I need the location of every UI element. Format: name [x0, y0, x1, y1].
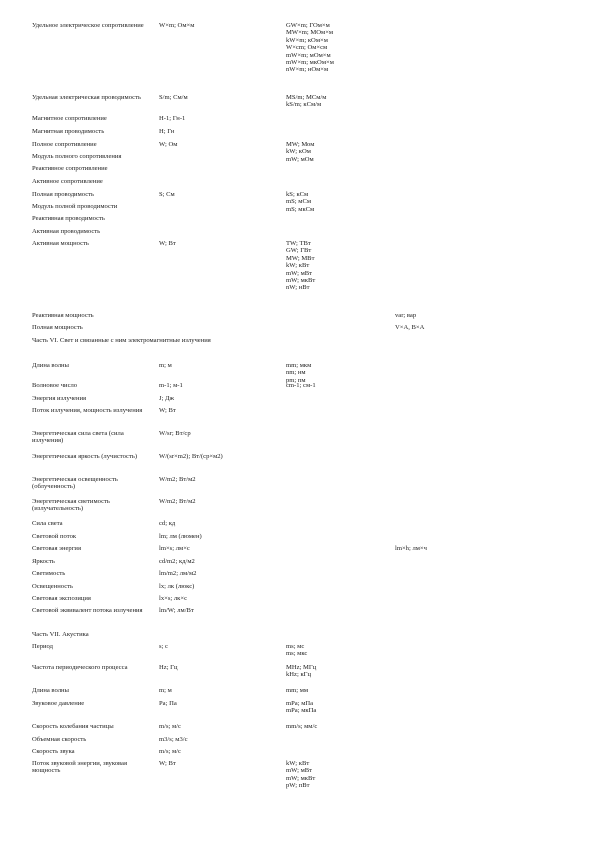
multiple-unit: mW; мОм — [286, 155, 314, 163]
multiple-units — [286, 382, 396, 389]
multiple-unit: kS/m; кСм/м — [286, 101, 322, 109]
multiple-unit: kW; кВт — [286, 760, 310, 767]
multiple-units — [286, 700, 396, 715]
multiple-unit: mW×m; мкОм×м — [286, 59, 334, 67]
si-unit: W×m; Ом×м — [159, 22, 195, 29]
quantity-name: Полная мощность — [32, 324, 83, 331]
multiple-unit: ms; мс — [286, 643, 305, 650]
si-unit: lm; лм (люмен) — [159, 533, 202, 540]
multiple-unit: mPa; мПа — [286, 700, 314, 707]
multiple-unit: cm-1; см-1 — [286, 382, 316, 389]
si-unit: m; м — [159, 362, 172, 369]
quantity-name: Магнитная проводимость — [32, 128, 105, 135]
multiple-unit: pW; пВт — [286, 782, 310, 790]
multiple-units — [286, 240, 396, 292]
si-unit: W; Вт — [159, 407, 176, 414]
multiple-units — [286, 664, 396, 679]
section-heading: Часть VI. Свет и связанные с ним электромагнитные излучения — [32, 337, 211, 344]
quantity-name: Частота периодического процесса — [32, 664, 128, 671]
quantity-name: Волновое число — [32, 382, 78, 389]
quantity-name: Активное сопротивление — [32, 178, 103, 185]
multiple-units — [286, 141, 396, 163]
si-unit: H; Гн — [159, 128, 175, 135]
extra-unit: lm×h; лм×ч — [395, 545, 427, 552]
quantity-name: Период — [32, 643, 53, 650]
multiple-units — [286, 687, 396, 694]
quantity-name: Реактивная мощность — [32, 312, 94, 319]
quantity-name: Звуковое давление — [32, 700, 85, 707]
multiple-units — [286, 760, 396, 790]
quantity-name: Световой эквивалент потока излучения — [32, 607, 143, 614]
multiple-unit: mW×m; мОм×м — [286, 51, 331, 59]
quantity-name: Световая энергия — [32, 545, 81, 552]
si-unit: cd/m2; кд/м2 — [159, 558, 195, 565]
quantity-name: Полное сопротивление — [32, 141, 97, 148]
multiple-unit: mS; мкСм — [286, 205, 315, 213]
quantity-name: Модуль полного сопротивления — [32, 153, 122, 160]
multiple-unit: W×cm; Ом×см — [286, 44, 328, 52]
multiple-unit: kW; кВт — [286, 262, 310, 270]
si-unit: W/sr; Вт/ср — [159, 430, 191, 437]
si-unit: cd; кд — [159, 520, 176, 527]
multiple-unit: mm/s; мм/с — [286, 723, 318, 730]
quantity-name: Реактивное сопротивление — [32, 165, 108, 172]
quantity-name: Длина волны — [32, 687, 69, 694]
quantity-name: Активная проводимость — [32, 228, 101, 235]
multiple-unit: mm; мкм — [286, 362, 312, 369]
si-unit: lm/W; лм/Вт — [159, 607, 194, 614]
quantity-name: Энергетическая сила света (сила излучения) — [32, 430, 124, 445]
si-unit: W/m2; Вт/м2 — [159, 476, 196, 483]
si-unit: lx×s; лк×с — [159, 595, 188, 602]
multiple-unit: pm; пм — [286, 376, 306, 384]
si-unit: m/s; м/с — [159, 723, 181, 730]
si-unit: W; Вт — [159, 240, 176, 247]
multiple-unit: MHz; МГц — [286, 664, 317, 671]
multiple-unit: mm; мм — [286, 687, 309, 694]
multiple-units — [286, 94, 396, 109]
multiple-unit: mW; мВт — [286, 269, 313, 277]
quantity-name: Светимость — [32, 570, 66, 577]
quantity-name: Сила света — [32, 520, 63, 527]
quantity-name: Энергия излучения — [32, 395, 87, 402]
si-unit: Hz; Гц — [159, 664, 178, 671]
multiple-unit: nm; нм — [286, 369, 306, 377]
quantity-name: Энергетическая яркость (лучистость) — [32, 453, 138, 460]
quantity-name: Энергетическая светимость (излучательность) — [32, 498, 110, 513]
quantity-name: Яркость — [32, 558, 55, 565]
quantity-name: Удельное электрическое сопротивление — [32, 22, 144, 29]
quantity-name: Световая экспозиция — [32, 595, 91, 602]
multiple-unit: nW; нВт — [286, 284, 310, 292]
multiple-unit: mW; мкВт — [286, 277, 316, 285]
multiple-units — [286, 22, 396, 74]
si-unit: lm/m2; лм/м2 — [159, 570, 197, 577]
si-unit: Pa; Па — [159, 700, 177, 707]
multiple-unit: mS; мСм — [286, 198, 312, 206]
extra-unit: var; вар — [395, 312, 417, 319]
si-unit: W/m2; Вт/м2 — [159, 498, 196, 505]
multiple-unit: kW×m; кОм×м — [286, 36, 328, 44]
multiple-unit: MW; МВт — [286, 254, 315, 262]
si-unit: s; с — [159, 643, 168, 650]
quantity-name: Поток звуковой энергии, звуковая мощность — [32, 760, 127, 775]
si-unit: m-1; м-1 — [159, 382, 183, 389]
quantity-name: Освещенность — [32, 583, 74, 590]
multiple-unit: kW; кОм — [286, 148, 311, 156]
quantity-name: Скорость колебания частицы — [32, 723, 114, 730]
multiple-units — [286, 643, 396, 658]
multiple-unit: GW; ГВт — [286, 247, 312, 255]
quantity-name: Скорость звука — [32, 748, 75, 755]
quantity-name: Активная мощность — [32, 240, 89, 247]
si-unit: S; См — [159, 191, 175, 198]
si-unit: m3/s; м3/с — [159, 736, 188, 743]
quantity-name: Удельная электрическая проводимость — [32, 94, 141, 101]
section-heading: Часть VII. Акустика — [32, 631, 89, 638]
quantity-name: Объемная скорость — [32, 736, 87, 743]
si-unit: m/s; м/с — [159, 748, 181, 755]
multiple-unit: nW×m; нОм×м — [286, 66, 329, 74]
quantity-name: Поток излучения, мощность излучения — [32, 407, 143, 414]
multiple-unit: mPa; мкПа — [286, 707, 317, 715]
quantity-name: Магнитное сопротивление — [32, 115, 107, 122]
multiple-unit: kHz; кГц — [286, 671, 312, 679]
si-unit: H-1; Гн-1 — [159, 115, 186, 122]
si-unit: W/(sr×m2); Вт/(ср×м2) — [159, 453, 223, 460]
multiple-unit: TW; ТВт — [286, 240, 311, 247]
multiple-unit: GW×m; ГОм×м — [286, 22, 330, 29]
si-unit: J; Дж — [159, 395, 175, 402]
multiple-unit: ms; мкс — [286, 650, 308, 658]
multiple-unit: kS; кСм — [286, 191, 309, 198]
quantity-name: Энергетическая освещенность (облученность) — [32, 476, 118, 491]
multiple-unit: mW; мВт — [286, 767, 313, 775]
multiple-units — [286, 362, 396, 384]
multiple-units — [286, 191, 396, 213]
si-unit: W; Ом — [159, 141, 178, 148]
quantity-name: Длина волны — [32, 362, 69, 369]
multiple-unit: mW; мкВт — [286, 774, 316, 782]
multiple-unit: MW×m; МОм×м — [286, 29, 334, 37]
quantity-name: Модуль полной проводимости — [32, 203, 118, 210]
extra-unit: V×A, В×А — [395, 324, 425, 331]
quantity-name: Полная проводимость — [32, 191, 95, 198]
multiple-units — [286, 723, 396, 730]
si-unit: lm×s; лм×с — [159, 545, 190, 552]
si-unit: lx; лк (люкс) — [159, 583, 195, 590]
quantity-name: Реактивная проводимость — [32, 215, 105, 222]
quantity-name: Световой поток — [32, 533, 77, 540]
si-unit: S/m; См/м — [159, 94, 188, 101]
multiple-unit: MW; Мом — [286, 141, 315, 148]
si-unit: m; м — [159, 687, 172, 694]
si-unit: W; Вт — [159, 760, 176, 767]
multiple-unit: MS/m; МСм/м — [286, 94, 327, 101]
